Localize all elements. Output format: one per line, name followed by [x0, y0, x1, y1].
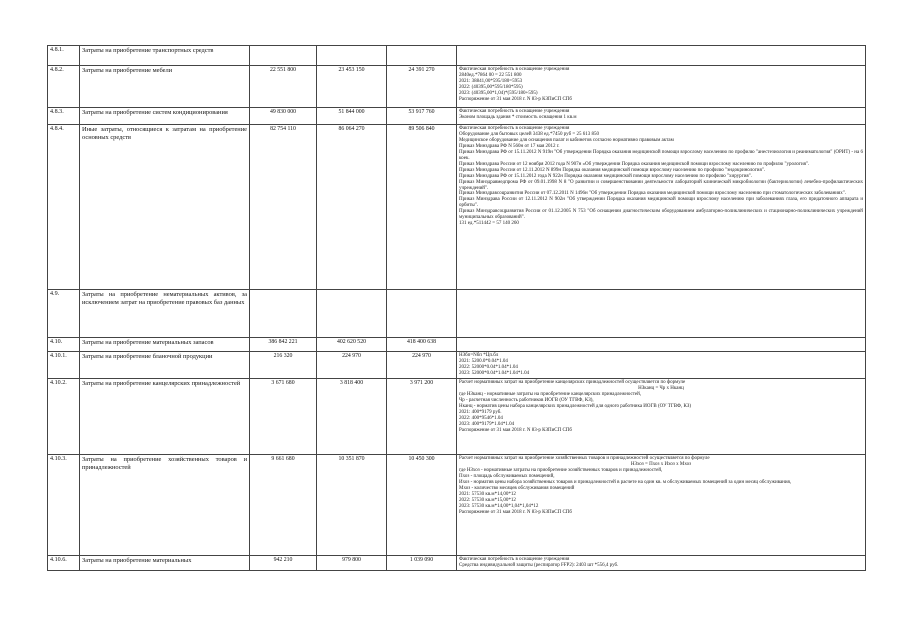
justification-line: Фактическая потребность в оснащение учреждения [459, 67, 570, 72]
table-row [48, 66, 866, 108]
justification-line: Средства индивидуальной защиты (респиратор FFP2): 2403 шт *556,4 руб. [459, 562, 619, 568]
justification-line: Ихоз - норматив цены набора хозяйственных товаров и принадлежностей в расчете на один кв. м обслуживаемых помещений за один месяц обслуживания, [459, 479, 792, 485]
row-name: Затраты на приобретение материальных [80, 556, 250, 571]
value-2022: 51 844 000 [317, 108, 387, 125]
row-name: Затраты на приобретение хозяйственных товаров и принадлежностей [80, 455, 250, 556]
justification-line: 2022: 400*9546*1.04 [459, 415, 503, 421]
row-code: 4.10. [48, 338, 80, 352]
row-name: Затраты на приобретение транспортных средств [80, 46, 250, 66]
value-2021: 9 661 680 [250, 455, 317, 556]
row-name: Затраты на приобретение канцелярских принадлежностей [80, 379, 250, 455]
justification-cell [457, 556, 866, 571]
value-2023: 224 970 [387, 352, 457, 379]
row-code: 4.10.2. [48, 379, 80, 455]
value-2022: 224 970 [317, 352, 387, 379]
value-2023: 89 506 840 [387, 125, 457, 290]
table-row [48, 556, 866, 571]
justification-line: 131 ед.*511442 = 57 140 260 [459, 221, 519, 227]
justification-cell [457, 125, 866, 290]
justification-line: НЗбп=Nбп *Цп.бл [459, 353, 499, 358]
justification-line: 2021: 400*9179 руб. [459, 409, 502, 415]
value-2022: 402 620 520 [317, 338, 387, 352]
table-row [48, 338, 866, 352]
value-2021 [250, 290, 317, 338]
justification-cell [457, 108, 866, 125]
justification-line: где НЗхоз - нормативные затраты на приобретение хозяйственных товаров и принадлежностей, [459, 467, 663, 473]
justification-line: 2023: 52000*0.04*1.04*1.04*1.04 [459, 370, 530, 376]
justification-line: Приказ Минздрава России от 12.11.2012 N 902н "Об утверждении Порядка оказания медицинской помощи взрослому населению при заболеваниях глаза, его придаточного аппарата и орбиты". [459, 197, 863, 209]
justification-cell [457, 338, 866, 352]
table-body [48, 46, 866, 571]
value-2023: 53 917 760 [387, 108, 457, 125]
justification-cell [457, 352, 866, 379]
row-code: 4.8.2. [48, 66, 80, 108]
justification-cell [457, 66, 866, 108]
row-code: 4.8.3. [48, 108, 80, 125]
justification-line: Эконом площадь здания * стоимость оснащения 1 кв.м [459, 114, 577, 120]
row-code: 4.10.1. [48, 352, 80, 379]
justification-line: Расчет нормативных затрат на приобретение канцелярских принадлежностей осуществляется по формуле [459, 380, 686, 385]
value-2021: 386 842 221 [250, 338, 317, 352]
justification-line: 2021: 5200.0*0.04*1.04 [459, 358, 508, 364]
table-row [48, 46, 866, 66]
row-code: 4.8.1. [48, 46, 80, 66]
value-2023: 3 971 200 [387, 379, 457, 455]
justification-line: Расчет нормативных затрат на приобретение хозяйственных товаров и принадлежностей осуществляется по формуле [459, 456, 710, 461]
justification-line: Распоряжение от 31 мая 2018 г. N 83-р КЗПиСП СПб [459, 427, 572, 433]
justification-line: Нканц - норматив цены набора канцелярских принадлежностей для одного работника ИОГВ (ОУ ТГВФ, КЗ) [459, 403, 692, 409]
justification-line: Оборудование для бытовых целей 3438 ед.*7450 руб = 25 613 850 [459, 131, 599, 137]
justification-line: Чр - расчетная численность работников ИОГВ (ОУ ТГВФ, КЗ), [459, 397, 594, 403]
table-row [48, 290, 866, 338]
row-code: 4.9. [48, 290, 80, 338]
justification-line: 2022: 52000*0.04*1.04*1.04 [459, 364, 518, 370]
value-2021: 49 830 000 [250, 108, 317, 125]
justification-line: Приказ Минздрава РФ от 15.11.2012 N 919н "Об утверждении Порядка оказания медицинской помощи взрослому населению по профилю "анестезиология и реаниматология" (ОРИТ) - на 6 коек. [459, 149, 863, 161]
justification-line: Приказ Минздравсоцразвития России от 07.12.2011 N 1496н "Об утверждении Порядка оказания медицинской помощи взрослому населению при стоматологических заболеваниях". [459, 191, 847, 197]
justification-line: где НЗканц - нормативные затраты на приобретение канцелярских принадлежностей, [459, 391, 642, 397]
justification-line: Приказ Минздрава РФ от 15.11.2012 года N 922н Порядка оказания медицинской помощи взрослому населению по профилю "хирургия". [459, 173, 752, 179]
justification-cell [457, 455, 866, 556]
value-2023: 418 400 638 [387, 338, 457, 352]
value-2021: 22 551 800 [250, 66, 317, 108]
value-2023: 10 450 300 [387, 455, 457, 556]
justification-line: 2022: (40395,00*595/180*595) [459, 84, 523, 90]
value-2023 [387, 290, 457, 338]
justification-line: 2021: 57530 кв.м*14,00*12 [459, 491, 516, 497]
row-name: Затраты на приобретение мебели [80, 66, 250, 108]
value-2021 [250, 46, 317, 66]
justification-line: 2840ед.*7864 00 = 22 551 800 [459, 72, 522, 78]
value-2022 [317, 46, 387, 66]
value-2021: 216 320 [250, 352, 317, 379]
justification-line: Приказ Минздравсоцразвития России от 01.12.2005 N 753 "Об оснащении диагностическим оборудованием амбулаторно-поликлинических и стационарно-поликлинических учреждений муниципальных образований". [459, 209, 863, 221]
row-name: Затраты на приобретение материальных запасов [80, 338, 250, 352]
justification-cell [457, 46, 866, 66]
justification-line: 2022: 57530 кв.м*15,00*12 [459, 497, 516, 503]
value-2022: 10 351 870 [317, 455, 387, 556]
justification-line: Фактическая потребность в оснащение учреждения [459, 109, 570, 114]
justification-line: Мхоз - количество месяцев обслуживания помещений [459, 485, 575, 491]
table-row [48, 352, 866, 379]
value-2022: 979 800 [317, 556, 387, 571]
justification-line: 2023: (40395,00*1,04)*(595/180+595) [459, 90, 538, 96]
value-2021: 3 671 680 [250, 379, 317, 455]
value-2023 [387, 46, 457, 66]
justification-line: Пхоз - площадь обслуживаемых помещений, [459, 473, 555, 479]
table-row [48, 125, 866, 290]
row-name: Затраты на приобретение бланочной продукции [80, 352, 250, 379]
justification-line: Распоряжение от 31 мая 2018 г. N 83-р КЗПиСП СПб [459, 96, 572, 102]
justification-line: 2023: 57530 кв.м*14,00*1,04*1,04*12 [459, 503, 539, 509]
row-name: Затраты на приобретение систем кондиционирования [80, 108, 250, 125]
formula: НЗканц = Чр х Нканц [638, 385, 684, 391]
justification-line: Приказ Минздрава РФ N 560н от 17 мая 2012 г. [459, 143, 560, 149]
justification-line: Медицинское оборудование для оснащения палат и кабинетов согласно нормативно правовым актам [459, 137, 674, 143]
value-2022 [317, 290, 387, 338]
justification-line: Фактическая потребность в оснащение учреждения [459, 126, 570, 131]
formula: НЗхоз = Пхоз х Ихоз х Мхоз [630, 461, 692, 467]
justification-cell [457, 379, 866, 455]
value-2022: 86 064 270 [317, 125, 387, 290]
justification-line: 2021: 38841,00*595/180=5953 [459, 78, 523, 84]
value-2022: 3 818 400 [317, 379, 387, 455]
value-2023: 24 391 270 [387, 66, 457, 108]
justification-line: 2023: 400*9179*1.04*1.04 [459, 421, 515, 427]
table-row [48, 455, 866, 556]
table-row [48, 108, 866, 125]
value-2021: 942 210 [250, 556, 317, 571]
row-name: Иные затраты, относящиеся к затратам на приобретение основных средств [80, 125, 250, 290]
table-row [48, 379, 866, 455]
justification-line: Приказ Минздравмедпрома РФ от 09.01.1998 N 8 "О развитии и совершенствовании деятельности лабораторий клинической микробиологии (бактериологии) лечебно-профилактических учреждений". [459, 179, 863, 191]
value-2021: 82 754 110 [250, 125, 317, 290]
budget-table [47, 45, 866, 571]
row-code: 4.8.4. [48, 125, 80, 290]
justification-line: Приказ Минздрава России от 12 ноября 2012 года N 907н «Об утверждении Порядка оказания медицинской помощи взрослому населению по профилю "урология". [459, 161, 810, 167]
value-2022: 23 453 150 [317, 66, 387, 108]
row-name: Затраты на приобретение нематериальных активов, за исключением затрат на приобретение правовых баз данных [80, 290, 250, 338]
justification-line: Фактическая потребность в оснащение учреждения [459, 557, 570, 562]
justification-line: Распоряжение от 31 мая 2018 г. N 83-р КЗПиСП СПб [459, 509, 572, 515]
value-2023: 1 039 090 [387, 556, 457, 571]
row-code: 4.10.3. [48, 455, 80, 556]
row-code: 4.10.6. [48, 556, 80, 571]
justification-cell [457, 290, 866, 338]
justification-line: Приказ Минздрава России от 12.11.2012 N 899н Порядка оказания медицинской помощи взрослому населению по профилю "эндокринология". [459, 167, 766, 173]
